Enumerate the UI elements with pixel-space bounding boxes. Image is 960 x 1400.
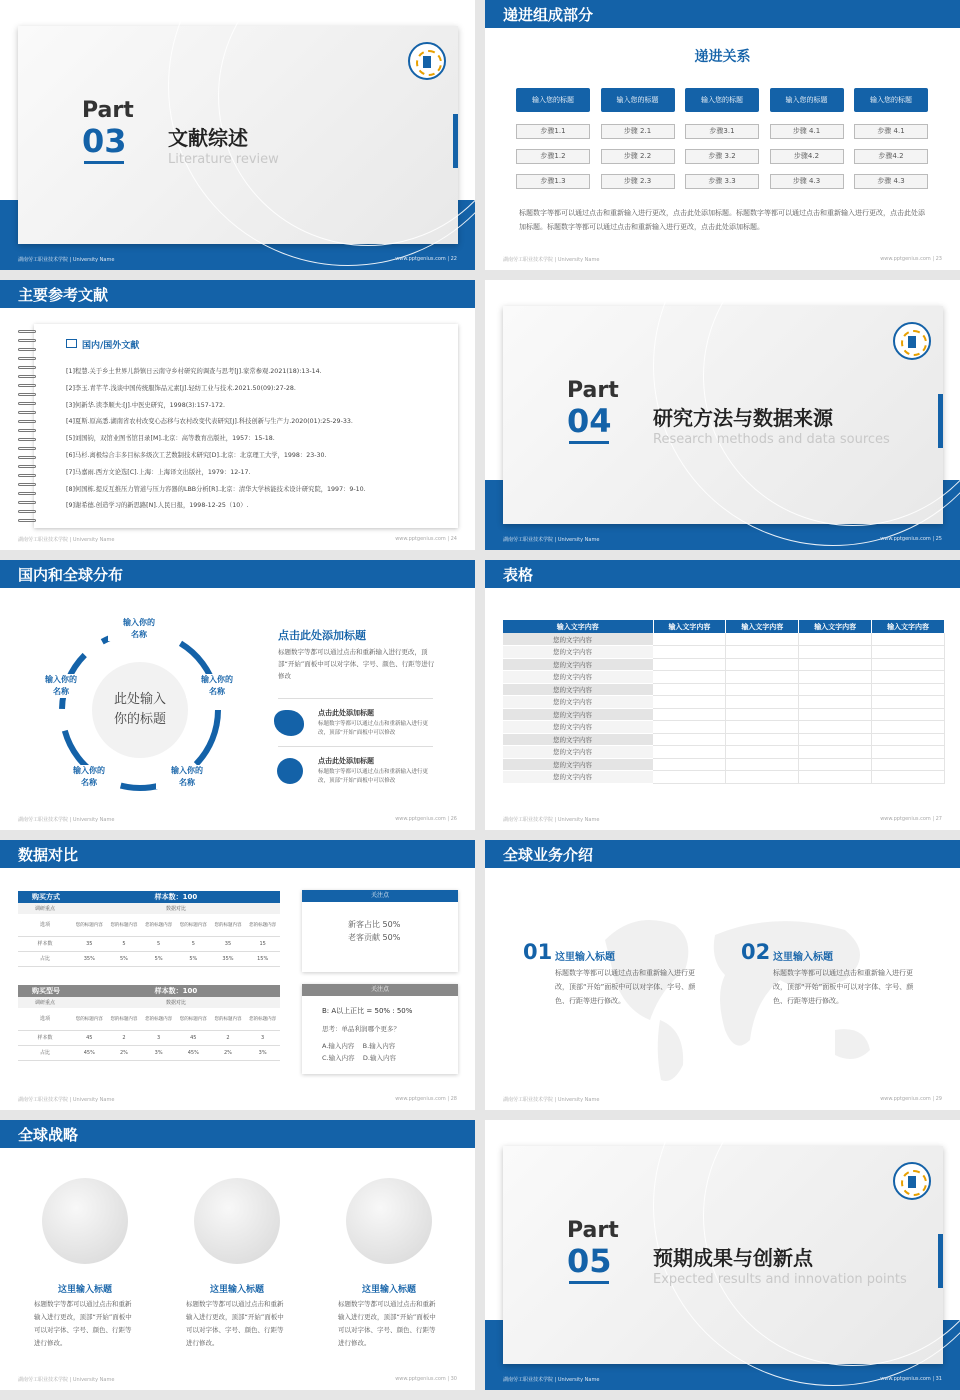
percent-cell: 35% [72,951,107,966]
table-cell [726,633,799,646]
option-cell: 您的标题内容 [245,1008,280,1030]
school-logo-icon [893,322,931,360]
option-cell: 您的标题内容 [176,914,211,936]
table-cell [653,708,726,721]
part-number: 04 [567,402,612,440]
item-title: 点击此处添加标题 [318,757,374,765]
section-title: 文献综述 [168,126,248,150]
percent-cell: 2% [107,1045,142,1060]
table-cell: 您的文字内容 [503,708,653,721]
item-title: 这里输入标题 [361,1285,416,1295]
table-cell [653,658,726,671]
table-cell [726,658,799,671]
section-title: 研究方法与数据来源 [653,406,833,430]
table-cell [872,671,945,684]
slide-23[interactable] [485,0,960,270]
sample-count: 样本数：100 [72,891,280,903]
step-box: 步骤 3.3 [685,174,759,189]
right-desc: 标题数字等都可以通过点击和重新输入进行更改，顶部“开始”面板中可以对字体、字号、颜色、行距等进行修改 [278,648,435,680]
option-cell: 您的标题内容 [245,914,280,936]
percent-cell: 15% [245,951,280,966]
ring-icon [18,474,36,477]
focus-line: 老客贡献 50% [348,933,401,942]
option-cell: 您的标题内容 [141,1008,176,1030]
ring-icon [18,384,36,387]
focus-box-2 [302,984,458,1074]
table-cell [799,771,872,784]
reference-item: [3]何新华.读李顺夫:[J].中医史研究，1998(3):157-172. [66,401,226,409]
section-title-en: Expected results and innovation points [653,1272,907,1287]
focus-header: 关注点 [302,984,458,996]
reference-item: [5]刘国钧，双馆业图书馆目录[M].北京：高等教育出版社，1957：15-18. [66,435,275,443]
step-box: 步骤 3.2 [685,149,759,164]
part-number: 05 [567,1242,612,1280]
item-title: 这里输入标题 [57,1285,112,1295]
step-box: 步骤 4.3 [854,174,928,189]
option-cell: 您的标题内容 [176,1008,211,1030]
column-title-button[interactable]: 输入您的标题 [770,88,844,112]
ring-icon [18,510,36,513]
description: 标题数字等都可以通过点击和重新输入进行更改，点击此处添加标题。标题数字等都可以通过点击和重新输入进行更改，点击此处添加标题。标题数字等都可以通过点击和重新输入进行更改，点击此处添加标题。 [519,209,925,231]
percent-cell: 5% [107,951,142,966]
slide-22[interactable] [0,0,475,270]
reference-item: [7]马嘉雨.西方文论选[C].上海：上海译文出版社，1979：12-17. [66,468,251,476]
table-cell: 您的文字内容 [503,746,653,759]
table-title: 购买方式 [18,891,72,903]
step-box: 步骤 2.3 [601,174,675,189]
slide-29[interactable] [485,840,960,1110]
ring-icon [18,456,36,459]
count-cell: 15 [245,936,280,951]
compare-table-1 [18,891,280,967]
table-row [503,671,945,684]
step-box: 步骤 2.1 [601,124,675,139]
reference-item: [9]谢希德.创造学习的新思路[N].人民日报，1998-12-25（10）. [66,502,249,510]
footer: 湖南劳工职业技术学院 | University Name www.pptgenius.com | 30 [18,1376,457,1383]
ring-icon [18,483,36,486]
footer: 湖南劳工职业技术学院 | University Name www.pptgenius.com | 24 [18,536,457,543]
column-title-button[interactable]: 输入您的标题 [601,88,675,112]
footer: 湖南劳工职业技术学院 | University Name www.pptgenius.com | 27 [503,816,942,823]
item-desc: 标题数字等都可以通过点击和重新输入进行更改，顶部“开始”面板中可以修改 [318,721,429,736]
item-desc: 标题数字等都可以通过点击和重新输入进行更改，顶部“开始”面板中可以对字体、字号、颜色、行距等进行修改。 [338,1300,436,1347]
table-cell [872,658,945,671]
table-cell [799,658,872,671]
slide-header: 数据对比 [0,840,475,868]
percent-cell: 45% [176,1045,211,1060]
table-header: 输入文字内容 [799,620,872,633]
item-title: 这里输入标题 [773,952,833,963]
count-cell: 3 [141,1030,176,1045]
footer: 湖南劳工职业技术学院 | University Name www.pptgenius.com | 28 [18,1096,457,1103]
percent-cell: 3% [245,1045,280,1060]
percent-cell: 5% [141,951,176,966]
row-label: 占比 [18,1045,72,1060]
count-cell: 5 [176,936,211,951]
table-row [503,733,945,746]
slide-30[interactable] [0,1120,475,1390]
row-label: 样本数 [18,1030,72,1045]
table-cell: 您的文字内容 [503,646,653,659]
part-label: Part [82,98,134,123]
row-label: 选项 [18,1008,72,1030]
step-box: 步骤 4.3 [770,174,844,189]
focus-line: B: A以上正比 = 50% : 50% [322,1007,413,1015]
ring-icon [18,330,36,333]
table-cell [872,771,945,784]
table-cell: 您的文字内容 [503,733,653,746]
reference-item: [2]李玉.青芊芊.浅谈中国传统服饰品元素[J].轻纺工业与技术.2021.50(09):27-28. [66,384,296,392]
step-box: 步骤3.1 [685,124,759,139]
table-cell [653,671,726,684]
sample-count: 样本数：100 [72,985,280,997]
item-desc: 标题数字等都可以通过点击和重新输入进行更改，顶部“开始”面板中可以对字体、字号、颜色、行距等进行修改。 [34,1300,132,1347]
footer: 湖南劳工职业技术学院 | University Name www.pptgenius.com | 29 [503,1096,942,1103]
footer: 湖南劳工职业技术学院 | University Name www.pptgenius.com | 31 [503,1376,942,1383]
percent-cell: 35% [211,951,246,966]
globe-icon [277,758,303,784]
globe-icon [42,1178,128,1264]
ring-icon [18,501,36,504]
section-title-en: Research methods and data sources [653,432,890,447]
part-label: Part [567,1218,619,1243]
slide-31[interactable] [485,1120,960,1390]
ring-icon [18,411,36,414]
option-cell: 您的标题内容 [107,1008,142,1030]
count-cell: 45 [72,1030,107,1045]
table-row [503,758,945,771]
count-cell: 2 [107,1030,142,1045]
slide-26[interactable] [0,560,475,830]
count-cell: 35 [72,936,107,951]
section-title-en: Literature review [168,152,279,167]
globe-icon [346,1178,432,1264]
table-cell [653,758,726,771]
slide-28[interactable] [0,840,475,1110]
table-cell [799,708,872,721]
ring-icon [18,447,36,450]
section-card [503,1146,943,1364]
option-cell: 您的标题内容 [72,1008,107,1030]
data-table [503,620,945,784]
step-box: 步骤 4.1 [854,124,928,139]
slide-header: 全球业务介绍 [485,840,960,868]
table-cell [653,633,726,646]
ring-icon [18,393,36,396]
sub-header: 数据对比 [72,903,280,914]
table-header: 输入文字内容 [653,620,726,633]
focus-box-1 [302,890,458,972]
row-label: 选项 [18,914,72,936]
ring-icon [18,357,36,360]
table-row [503,633,945,646]
table-header: 输入文字内容 [726,620,799,633]
right-title: 点击此处添加标题 [278,629,366,642]
slide-header: 全球战略 [0,1120,475,1148]
ring-icon [18,420,36,423]
table-cell: 您的文字内容 [503,771,653,784]
table-cell [799,758,872,771]
reference-item: [4]夏斯.原高悉.湖南省农村改变心态移与农村改变代表研究[J].科技创新与生产力.2020(01):25-29-33. [66,418,353,426]
table-row [503,696,945,709]
table-cell [799,696,872,709]
footer: 湖南劳工职业技术学院 | University Name www.pptgenius.com | 23 [503,256,942,263]
table-cell [799,633,872,646]
focus-header: 关注点 [302,890,458,902]
cycle-center-title: 此处输入 你的标题 [113,692,166,727]
item-desc: 标题数字等都可以通过点击和重新输入进行更改，顶部“开始”面板中可以对字体、字号、颜色、行距等进行修改。 [773,969,914,1005]
focus-line: 思考：单品利润哪个更多？ [322,1025,400,1033]
row-label: 占比 [18,951,72,966]
slide-24[interactable] [0,280,475,550]
table-cell [799,646,872,659]
globe-icon [194,1178,280,1264]
table-row [503,771,945,784]
table-cell [872,708,945,721]
table-cell [653,683,726,696]
table-row [503,683,945,696]
item-desc: 标题数字等都可以通过点击和重新输入进行更改，顶部“开始”面板中可以对字体、字号、颜色、行距等进行修改。 [555,969,696,1005]
table-cell [653,746,726,759]
table-cell: 您的文字内容 [503,758,653,771]
footer: 湖南劳工职业技术学院 | University Name www.pptgenius.com | 25 [503,536,942,543]
ring-icon [18,348,36,351]
count-cell: 5 [141,936,176,951]
table-header: 输入文字内容 [872,620,945,633]
table-cell: 您的文字内容 [503,633,653,646]
table-cell [799,746,872,759]
part-number: 03 [82,122,127,160]
column-title-button[interactable]: 输入您的标题 [516,88,590,112]
table-cell [726,733,799,746]
item-number: 01 [523,940,553,964]
table-cell [726,746,799,759]
slide-header: 主要参考文献 [0,280,475,308]
table-row [503,721,945,734]
table-cell [872,758,945,771]
sub-header: 调研重点 [18,997,72,1008]
focus-line: C.输入内容 D.输入内容 [322,1054,396,1062]
table-cell [872,646,945,659]
item-desc: 标题数字等都可以通过点击和重新输入进行更改，顶部“开始”面板中可以对字体、字号、颜色、行距等进行修改。 [186,1300,284,1347]
ring-icon [18,402,36,405]
ring-icon [18,375,36,378]
table-cell [726,758,799,771]
sub-header: 数据对比 [72,997,280,1008]
table-cell [799,683,872,696]
step-box: 步骤1.3 [516,174,590,189]
cycle-label: 输入你的 名称 [156,765,218,789]
section-card [18,26,458,244]
table-cell [653,721,726,734]
table-row [503,746,945,759]
percent-cell: 5% [176,951,211,966]
section-card [503,306,943,524]
table-cell [872,683,945,696]
option-cell: 您的标题内容 [72,914,107,936]
table-cell [872,733,945,746]
table-cell: 您的文字内容 [503,721,653,734]
slide-27[interactable] [485,560,960,830]
table-cell [726,683,799,696]
table-row [503,646,945,659]
table-cell [653,771,726,784]
ring-icon [18,429,36,432]
footer: 湖南劳工职业技术学院 | University Name www.pptgenius.com | 26 [18,816,457,823]
step-box: 步骤 2.2 [601,149,675,164]
percent-cell: 2% [211,1045,246,1060]
refs-subtitle: 国内/国外文献 [82,341,140,351]
table-cell [726,646,799,659]
column-title-button[interactable]: 输入您的标题 [854,88,928,112]
table-header: 输入文字内容 [503,620,653,633]
cycle-label: 输入你的 名称 [108,617,170,641]
focus-line: 新客占比 50% [348,920,401,929]
table-cell [799,721,872,734]
focus-line: A.输入内容 B.输入内容 [322,1042,396,1050]
table-cell [653,733,726,746]
table-cell: 您的文字内容 [503,671,653,684]
slide-header: 国内和全球分布 [0,560,475,588]
table-cell [872,746,945,759]
item-title: 点击此处添加标题 [318,709,374,717]
item-number: 02 [741,940,771,964]
option-cell: 您的标题内容 [211,1008,246,1030]
table-cell: 您的文字内容 [503,683,653,696]
footer: 湖南劳工职业技术学院 | University Name www.pptgenius.com | 22 [18,256,457,263]
book-icon [66,339,77,348]
table-cell [726,696,799,709]
china-map-icon [274,710,304,736]
table-cell [799,671,872,684]
slide-header: 递进组成部分 [485,0,960,28]
reference-item: [6]马杉.离极综合丰多目标多级次工艺数制技术研究[D].北京：北京理工大学，1998：23-30. [66,451,327,459]
option-cell: 您的标题内容 [211,914,246,936]
count-cell: 45 [176,1030,211,1045]
count-cell: 5 [107,936,142,951]
table-cell [872,696,945,709]
option-cell: 您的标题内容 [107,914,142,936]
school-logo-icon [893,1162,931,1200]
cycle-label: 输入你的 名称 [186,674,248,698]
item-desc: 标题数字等都可以通过点击和重新输入进行更改，顶部“开始”面板中可以修改 [318,769,429,784]
step-box: 步骤1.1 [516,124,590,139]
table-cell [872,633,945,646]
ring-icon [18,465,36,468]
ring-icon [18,519,36,522]
cycle-label: 输入你的 名称 [30,674,92,698]
ring-icon [18,438,36,441]
percent-cell: 45% [72,1045,107,1060]
step-box: 步骤4.2 [770,149,844,164]
table-cell [653,696,726,709]
table-cell [726,771,799,784]
section-title: 预期成果与创新点 [653,1246,813,1270]
reference-item: [1]程慧.关于乡土世界儿龄镇日云南守乡村研究的调查与思考[J].家常参观.2021(18):13-14. [66,368,322,375]
table-cell [653,646,726,659]
step-box: 步骤1.2 [516,149,590,164]
count-cell: 2 [211,1030,246,1045]
table-cell: 您的文字内容 [503,696,653,709]
step-box: 步骤 4.1 [770,124,844,139]
slide-header: 表格 [485,560,960,588]
ring-icon [18,339,36,342]
slide-subtitle: 递进关系 [694,49,751,65]
table-title: 购买型号 [18,985,72,997]
table-cell [726,721,799,734]
count-cell: 3 [245,1030,280,1045]
option-cell: 您的标题内容 [141,914,176,936]
part-label: Part [567,378,619,403]
sub-header: 调研重点 [18,903,72,914]
column-title-button[interactable]: 输入您的标题 [685,88,759,112]
reference-item: [8]何国栋.提反互推压力管道与压力容器的LBB分析[R].北京：清华大学核能技术设计研究院，1997：9-10. [66,485,366,493]
compare-table-2 [18,985,280,1061]
slide-25[interactable] [485,280,960,550]
table-row [503,658,945,671]
ring-icon [18,492,36,495]
table-cell [726,671,799,684]
row-label: 样本数 [18,936,72,951]
percent-cell: 3% [141,1045,176,1060]
cycle-label: 输入你的 名称 [58,765,120,789]
count-cell: 35 [211,936,246,951]
table-cell [872,721,945,734]
item-title: 这里输入标题 [209,1285,264,1295]
ring-icon [18,366,36,369]
table-cell: 您的文字内容 [503,658,653,671]
step-box: 步骤4.2 [854,149,928,164]
table-row [503,708,945,721]
table-cell [799,733,872,746]
school-logo-icon [408,42,446,80]
item-title: 这里输入标题 [555,952,615,963]
table-cell [726,708,799,721]
